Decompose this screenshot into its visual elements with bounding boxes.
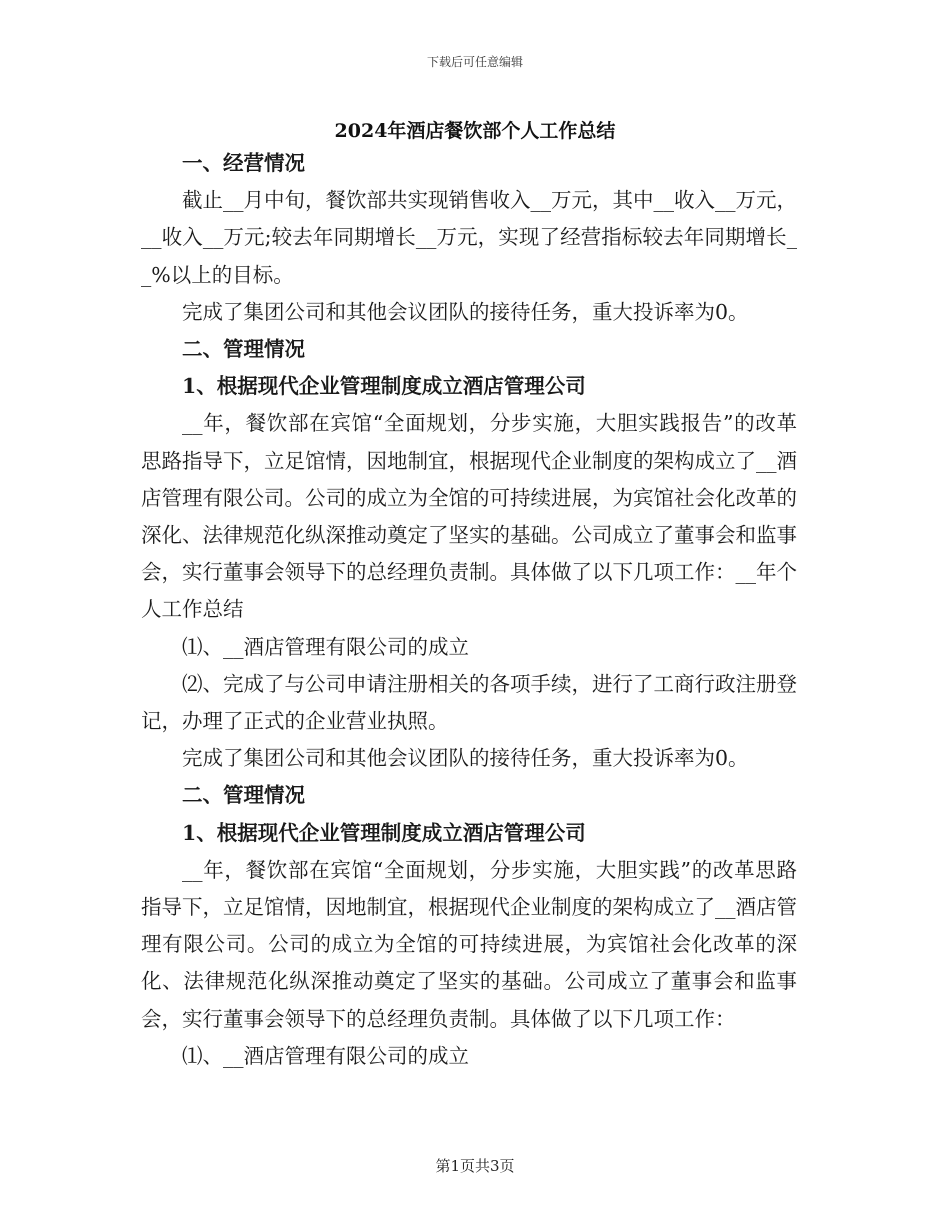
document-body <box>141 145 797 1075</box>
section-heading-management: 二、管理情况 <box>182 337 305 362</box>
subsection-heading-company: 1、根据现代企业管理制度成立酒店管理公司 <box>182 374 586 399</box>
list-item-1: ⑴、__酒店管理有限公司的成立 <box>182 634 469 659</box>
list-item-2: ⑵、完成了与公司申请注册相关的各项手续，进行了工商行政注册登记，办理了正式的企业营业执照。 <box>141 671 797 734</box>
paragraph-reception: 完成了集团公司和其他会议团队的接待任务，重大投诉率为0。 <box>182 299 749 324</box>
header-note: 下载后可任意编辑 <box>426 55 523 69</box>
paragraph-sales: 截止__月中旬，餐饮部共实现销售收入__万元，其中__收入__万元，__收入__万元;较去年同期增长__万元，实现了经营指标较去年同期增长__%以上的目标。 <box>141 188 797 287</box>
list-item-1-repeat: ⑴、__酒店管理有限公司的成立 <box>182 1043 469 1068</box>
document-title: 2024年酒店餐饮部个人工作总结 <box>334 120 616 142</box>
subsection-heading-company-repeat: 1、根据现代企业管理制度成立酒店管理公司 <box>182 820 586 845</box>
paragraph-reception-repeat: 完成了集团公司和其他会议团队的接待任务，重大投诉率为0。 <box>182 746 749 771</box>
page-number-footer: 第1页共3页 <box>435 1157 515 1175</box>
paragraph-company-founding-repeat: __年，餐饮部在宾馆“全面规划，分步实施，大胆实践”的改革思路指导下，立足馆情，因地制宜，根据现代企业制度的架构成立了__酒店管理有限公司。公司的成立为全馆的可持续进展，为宾馆社会化改革的深化、法律规范化纵深推动奠定了坚实的基础。公司成立了董事会和监事会，实行董事会领导下的总经理负责制。具体做了以下几项工作： <box>141 857 797 1031</box>
section-heading-operations: 一、经营情况 <box>182 151 305 175</box>
section-heading-management-repeat: 二、管理情况 <box>182 783 305 808</box>
paragraph-company-founding: __年，餐饮部在宾馆“全面规划，分步实施，大胆实践报告”的改革思路指导下，立足馆情，因地制宜，根据现代企业制度的架构成立了__酒店管理有限公司。公司的成立为全馆的可持续进展，为宾馆社会化改革的深化、法律规范化纵深推动奠定了坚实的基础。公司成立了董事会和监事会，实行董事会领导下的总经理负责制。具体做了以下几项工作：__年个人工作总结 <box>141 411 797 622</box>
